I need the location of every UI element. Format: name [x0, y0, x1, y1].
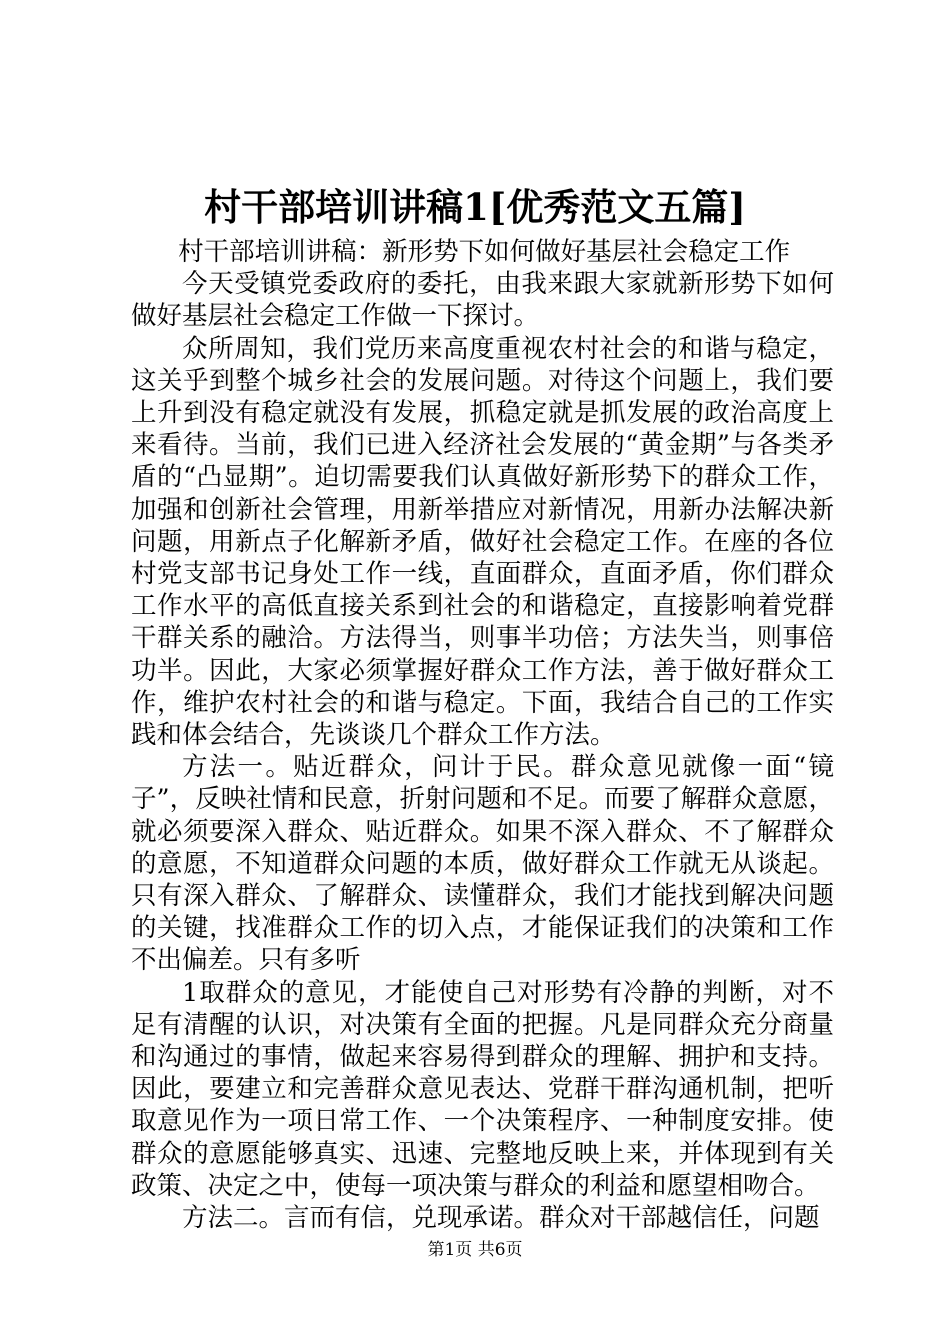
- paragraph-method-two: 方法二。言而有信，兑现承诺。群众对干部越信任，问题: [182, 1203, 820, 1234]
- paragraph-intro: 今天受镇党委政府的委托，由我来跟大家就新形势下如何做好基层社会稳定工作做一下探讨。: [131, 269, 834, 332]
- document-subtitle: 村干部培训讲稿：新形势下如何做好基层社会稳定工作: [178, 237, 791, 267]
- document-body: [131, 236, 834, 1234]
- document-title: 村干部培训讲稿1[优秀范文五篇]: [204, 185, 746, 229]
- paragraph-method-one-continued: 1取群众的意见，才能使自己对形势有冷静的判断，对不足有清醒的认识，对决策有全面的把握。凡是同群众充分商量和沟通过的事情，做起来容易得到群众的理解、拥护和支持。因此，要建立和完善群众意见表达、党群干群沟通机制，把听取意见作为一项日常工作、一个决策程序、一种制度安排。使群众的意愿能够真实、迅速、完整地反映上来，并体现到有关政策、决定之中，使每一项决策与群众的利益和愿望相吻合。: [131, 977, 834, 1201]
- paragraph-method-one: 方法一。贴近群众，问计于民。群众意见就像一面“镜子”，反映社情和民意，折射问题和不足。而要了解群众意愿，就必须要深入群众、贴近群众。如果不深入群众、不了解群众的意愿，不知道群众问题的本质，做好群众工作就无从谈起。只有深入群众、了解群众、读懂群众，我们才能找到解决问题的关键，找准群众工作的切入点，才能保证我们的决策和工作不出偏差。只有多听: [131, 752, 834, 976]
- page-footer: 第1页 共6页: [427, 1240, 523, 1260]
- paragraph-background: 众所周知，我们党历来高度重视农村社会的和谐与稳定，这关乎到整个城乡社会的发展问题。对待这个问题上，我们要上升到没有稳定就没有发展，抓稳定就是抓发展的政治高度上来看待。当前，我们已进入经济社会发展的“黄金期”与各类矛盾的“凸显期”。迫切需要我们认真做好新形势下的群众工作，加强和创新社会管理，用新举措应对新情况，用新办法解决新问题，用新点子化解新矛盾，做好社会稳定工作。在座的各位村党支部书记身处工作一线，直面群众，直面矛盾，你们群众工作水平的高低直接关系到社会的和谐稳定，直接影响着党群干群关系的融洽。方法得当，则事半功倍；方法失当，则事倍功半。因此，大家必须掌握好群众工作方法，善于做好群众工作，维护农村社会的和谐与稳定。下面，我结合自己的工作实践和体会结合，先谈谈几个群众工作方法。: [131, 333, 834, 751]
